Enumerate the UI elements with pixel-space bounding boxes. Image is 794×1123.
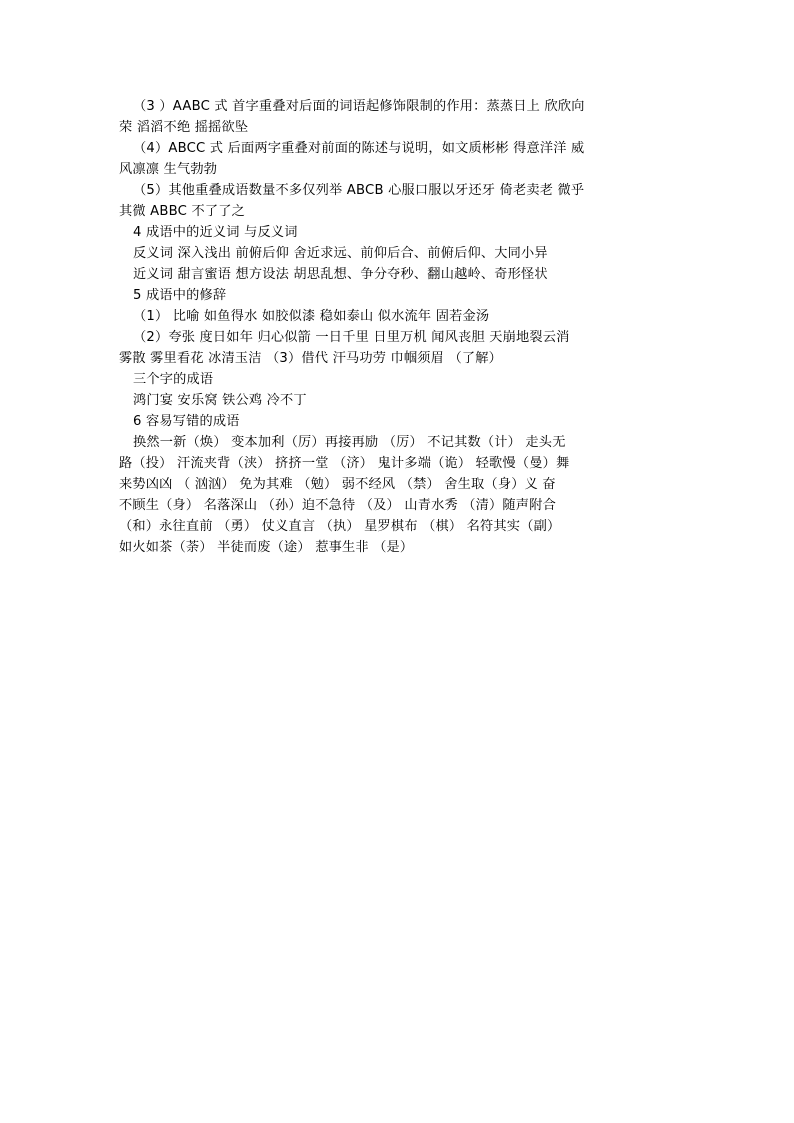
text-line: （4）ABCC 式 后面两字重叠对前面的陈述与说明，如文质彬彬 得意洋洋 威 bbox=[133, 141, 585, 156]
text-line: （1） 比喻 如鱼得水 如胶似漆 稳如泰山 似水流年 固若金汤 bbox=[133, 309, 490, 324]
section-heading: 5 成语中的修辞 bbox=[133, 288, 227, 303]
section-heading: 6 容易写错的成语 bbox=[133, 414, 240, 429]
text-line: 风凛凛 生气勃勃 bbox=[119, 162, 218, 177]
section-heading: 4 成语中的近义词 与反义词 bbox=[133, 225, 298, 240]
text-line: （5）其他重叠成语数量不多仅列举 ABCB 心服口服以牙还牙 倚老卖老 微乎 bbox=[133, 183, 585, 198]
text-line: 近义词 甜言蜜语 想方设法 胡思乱想、争分夺秒、翻山越岭、奇形怪状 bbox=[133, 267, 548, 282]
text-line: （和）永往直前 （勇） 仗义直言 （执） 星罗棋布 （棋） 名符其实（副） bbox=[119, 519, 561, 534]
text-line: 路（投） 汗流夹背（浃） 挤挤一堂 （济） 鬼计多端（诡） 轻歌慢（曼）舞 bbox=[119, 456, 570, 471]
text-line: 其微 ABBC 不了了之 bbox=[119, 204, 245, 219]
text-line: 荣 滔滔不绝 摇摇欲坠 bbox=[119, 120, 249, 135]
text-line: 不顾生（身） 名落深山 （孙）迫不急待 （及） 山青水秀 （清）随声附合 bbox=[119, 498, 556, 513]
text-line: （3 ）AABC 式 首字重叠对后面的词语起修饰限制的作用：蒸蒸日上 欣欣向 bbox=[133, 99, 585, 114]
text-line: 雾散 雾里看花 冰清玉洁 （3）借代 汗马功劳 巾帼须眉 （了解） bbox=[119, 351, 503, 366]
section-heading: 三个字的成语 bbox=[133, 372, 214, 387]
text-line: 来势凶凶 （ 汹汹） 免为其难 （勉） 弱不经风 （禁） 舍生取（身）义 奋 bbox=[119, 477, 556, 492]
text-line: 反义词 深入浅出 前俯后仰 舍近求远、前仰后合、前俯后仰、大同小异 bbox=[133, 246, 548, 261]
text-line: 鸿门宴 安乐窝 铁公鸡 冷不丁 bbox=[133, 393, 307, 408]
text-line: （2）夸张 度日如年 归心似箭 一日千里 日里万机 闻风丧胆 天崩地裂云消 bbox=[133, 330, 570, 345]
text-line: 换然一新（焕） 变本加利（厉）再接再励 （厉） 不记其数（计） 走头无 bbox=[133, 435, 566, 450]
text-line: 如火如茶（荼） 半徒而废（途） 惹事生非 （是） bbox=[119, 540, 414, 555]
document-body bbox=[119, 96, 685, 558]
